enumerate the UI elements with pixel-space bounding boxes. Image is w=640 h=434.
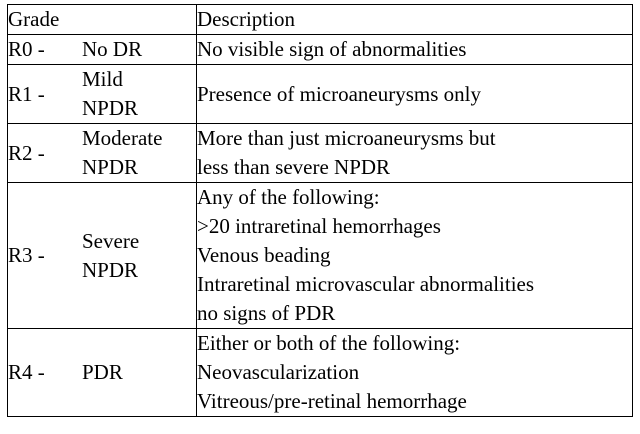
description-line: no signs of PDR — [197, 301, 336, 325]
grade-cell — [8, 124, 197, 183]
description-line: Vitreous/pre-retinal hemorrhage — [197, 389, 467, 413]
dr-grading-table — [7, 4, 633, 417]
grade-code: R3 - — [8, 243, 45, 267]
description-line: Venous beading — [197, 243, 331, 267]
table-row — [8, 183, 633, 329]
description-line: >20 intraretinal hemorrhages — [197, 214, 441, 238]
description-line: Neovascularization — [197, 360, 360, 384]
grade-name: Moderate NPDR — [82, 126, 163, 179]
header-grade: Grade — [8, 5, 197, 35]
table-row — [8, 35, 633, 65]
description-line: less than severe NPDR — [197, 155, 391, 179]
table-row — [8, 124, 633, 183]
header-row — [8, 5, 633, 35]
grade-cell — [8, 183, 197, 329]
grade-cell — [8, 65, 197, 124]
description-line: Presence of microaneurysms only — [197, 81, 482, 106]
description-cell — [197, 183, 633, 329]
description-cell — [197, 35, 633, 65]
grade-cell — [8, 329, 197, 417]
description-line: No visible sign of abnormalities — [197, 37, 467, 61]
description-line: Intraretinal microvascular abnormalities — [197, 272, 535, 296]
description-line: Either or both of the following: — [197, 331, 461, 355]
description-cell — [197, 124, 633, 183]
grade-name: Mild NPDR — [82, 67, 139, 120]
description-cell — [197, 65, 633, 124]
grade-code: R2 - — [8, 140, 45, 165]
grade-code: R0 - — [8, 37, 45, 61]
grade-name: Severe NPDR — [82, 228, 140, 282]
description-line: Any of the following: — [197, 185, 380, 209]
table-row — [8, 65, 633, 124]
description-line: More than just microaneurysms but — [197, 126, 496, 150]
header-description: Description — [197, 5, 633, 35]
grade-cell — [8, 35, 197, 65]
description-cell — [197, 329, 633, 417]
grade-code: R1 - — [8, 81, 45, 106]
grade-name: PDR — [82, 360, 123, 384]
table-row — [8, 329, 633, 417]
grade-name: No DR — [82, 37, 143, 61]
grade-code: R4 - — [8, 360, 45, 384]
